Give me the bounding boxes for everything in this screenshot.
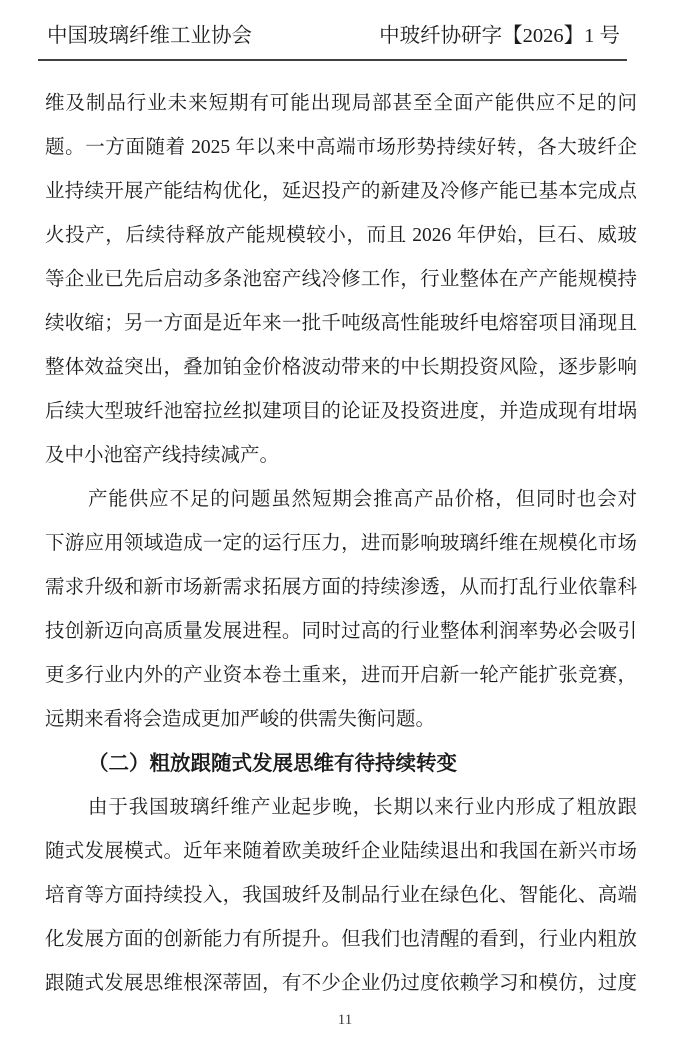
body-line: 后续大型玻纤池窑拉丝拟建项目的论证及投资进度，并造成现有坩埚 [45,401,637,422]
body-line: 题。一方面随着 2025 年以来中高端市场形势持续好转，各大玻纤企 [45,137,637,158]
header-document-number: 中玻纤协研字【2026】1 号 [379,25,620,47]
body-line: 业持续开展产能结构优化，延迟投产的新建及冷修产能已基本完成点 [45,181,637,202]
paragraph-price-impact [45,478,637,742]
body-line: 下游应用领域造成一定的运行压力，进而影响玻璃纤维在规模化市场 [45,533,637,554]
header-divider-line [38,59,627,61]
section-heading: （二）粗放跟随式发展思维有待持续转变 [88,752,457,775]
document-body [45,82,637,1006]
header-organization-name: 中国玻璃纤维工业协会 [47,25,252,47]
body-line: 更多行业内外的产业资本卷土重来，进而开启新一轮产能扩张竞赛， [45,665,637,686]
body-line: 培育等方面持续投入，我国玻纤及制品行业在绿色化、智能化、高端 [45,885,637,906]
body-line: 维及制品行业未来短期有可能出现局部甚至全面产能供应不足的问 [45,93,637,114]
body-line: 跟随式发展思维根深蒂固，有不少企业仍过度依赖学习和模仿，过度 [45,973,637,994]
paragraph-capacity-supply [45,82,637,478]
body-line: 需求升级和新市场新需求拓展方面的持续渗透，从而打乱行业依靠科 [45,577,637,598]
paragraph-development-mode [45,786,637,1006]
body-line: 远期来看将会造成更加严峻的供需失衡问题。 [45,709,436,730]
body-line: 化发展方面的创新能力有所提升。但我们也清醒的看到，行业内粗放 [45,929,637,950]
body-line: 产能供应不足的问题虽然短期会推高产品价格，但同时也会对 [88,489,637,510]
body-line: 整体效益突出，叠加铂金价格波动带来的中长期投资风险，逐步影响 [45,357,637,378]
body-line: 技创新迈向高质量发展进程。同时过高的行业整体利润率势必会吸引 [45,621,637,642]
body-line: 等企业已先后启动多条池窑产线冷修工作，行业整体在产产能规模持 [45,269,637,290]
body-line: 由于我国玻璃纤维产业起步晚，长期以来行业内形成了粗放跟 [88,797,637,818]
body-line: 随式发展模式。近年来随着欧美玻纤企业陆续退出和我国在新兴市场 [45,841,637,862]
body-line: 续收缩；另一方面是近年来一批千吨级高性能玻纤电熔窑项目涌现且 [45,313,637,334]
body-line: 及中小池窑产线持续减产。 [45,445,280,466]
body-line: 火投产，后续待释放产能规模较小，而且 2026 年伊始，巨石、威玻 [45,225,637,246]
page-number: 11 [337,1012,353,1028]
